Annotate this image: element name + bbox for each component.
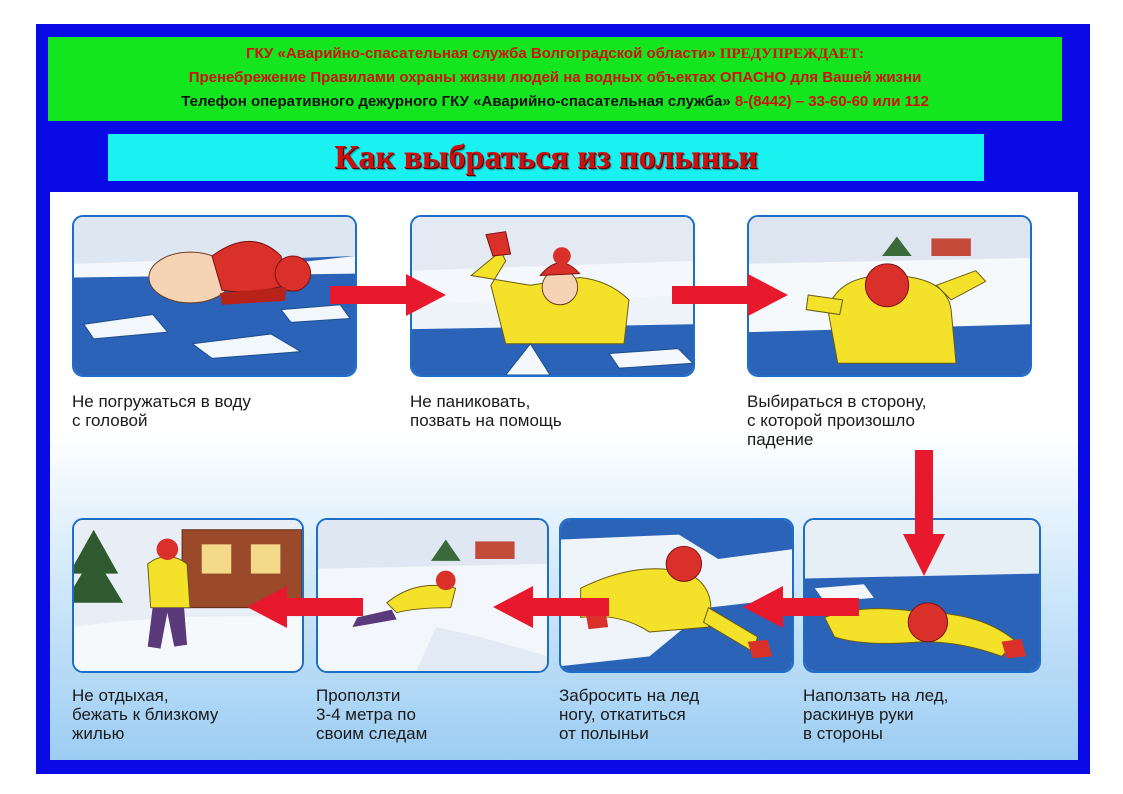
phone-number: 8-(8442) – 33-60-60 или 112 <box>734 93 929 110</box>
header-line-2: Пренебрежение Правилами охраны жизни людей на водных объектах ОПАСНО для Вашей жизни <box>188 69 922 86</box>
arrow-right-1 <box>330 272 446 318</box>
phone-label: Телефон оперативного дежурного ГКУ «Аварийно-спасательная служба» <box>181 93 731 110</box>
instructions-area <box>50 192 1078 760</box>
step-3-caption: Выбираться в сторону, с которой произошло падение <box>747 392 927 449</box>
organization-name: ГКУ «Аварийно-спасательная служба Волгоградской области» <box>245 45 716 62</box>
page-title: Как выбраться из полыньи <box>334 139 758 176</box>
arrow-left-2 <box>493 584 609 630</box>
step-6-caption: Проползти 3-4 метра по своим следам <box>316 686 428 743</box>
arrow-down <box>901 450 947 576</box>
header-line-1 <box>48 42 1062 66</box>
step-5-caption: Забросить на лед ногу, откатиться от полыньи <box>559 686 700 743</box>
title-bar <box>108 134 984 181</box>
step-7-caption: Не отдыхая, бежать к близкому жилью <box>72 686 219 743</box>
step-2-illustration <box>410 215 695 377</box>
step-3-illustration <box>747 215 1032 377</box>
warning-word: ПРЕДУПРЕЖДАЕТ: <box>719 46 865 62</box>
step-4-caption: Наползать на лед, раскинув руки в стороны <box>803 686 949 743</box>
arrow-left-3 <box>247 584 363 630</box>
header-line-3 <box>48 90 1062 114</box>
warning-header <box>48 37 1062 121</box>
arrow-right-2 <box>672 272 788 318</box>
step-1-illustration <box>72 215 357 377</box>
step-2-caption: Не паниковать, позвать на помощь <box>410 392 562 430</box>
step-1-caption: Не погружаться в воду с головой <box>72 392 251 430</box>
poster-frame <box>36 24 1090 774</box>
arrow-left-1 <box>743 584 859 630</box>
